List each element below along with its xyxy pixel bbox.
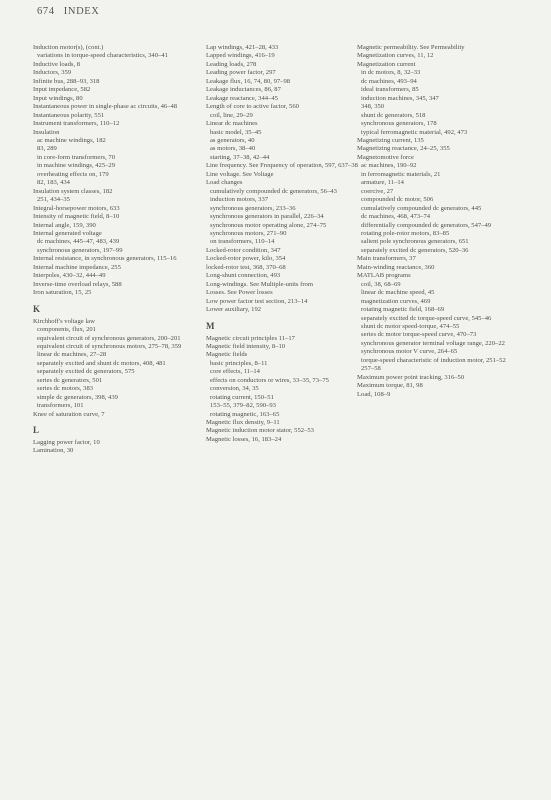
index-subentry: armature, 11–14 <box>361 179 404 187</box>
index-entry: Load, 108–9 <box>357 390 391 398</box>
index-subentry: rotating magnetic, 163–65 <box>210 410 280 418</box>
index-subentry: in machine windings, 425–29 <box>37 162 116 170</box>
index-subentry: linear dc machines, 27–28 <box>37 351 107 359</box>
index-entry: Maximum torque, 81, 98 <box>357 382 423 390</box>
index-subentry: series dc motors, 383 <box>37 385 94 393</box>
index-entry: Interpoles, 430–32, 444–49 <box>33 272 106 280</box>
index-entry: Magnetomotive force <box>357 153 414 161</box>
index-entry: Instrument transformers, 110–12 <box>33 120 120 128</box>
index-entry: Main transformers, 37 <box>357 255 416 263</box>
index-entry: Magnetic losses, 16, 183–24 <box>206 435 282 443</box>
index-entry: Linear dc machines <box>206 120 258 128</box>
index-subentry: cumulatively compounded dc generators, 445 <box>361 204 482 212</box>
index-entry: Internal resistance, in synchronous generators, 115–16 <box>33 255 177 263</box>
index-subentry: shunt dc generators, 518 <box>361 111 426 119</box>
page-header <box>37 6 99 17</box>
index-subentry: induction motors, 337 <box>210 196 269 204</box>
index-entry: Losses. See Power losses <box>206 289 273 297</box>
index-subentry: synchronous motor V curve, 264–65 <box>361 348 458 356</box>
index-entry: Magnetic circuit principles 11–17 <box>206 334 295 342</box>
index-subentry: dc machines, 468, 473–74 <box>361 213 431 221</box>
index-entry: Low power factor test section, 213–14 <box>206 297 308 305</box>
index-subentry: synchronous generators, 197–99 <box>37 246 123 254</box>
index-entry: Induction motor(s), (cont.) <box>33 44 104 51</box>
index-subentry: compounded dc motor, 506 <box>361 196 434 204</box>
index-entry: Magnetic flux density, 9–11 <box>206 419 280 427</box>
index-entry: Inductive loads, 8 <box>33 60 81 68</box>
index-subentry: shunt dc motor speed-torque, 474–55 <box>361 322 460 330</box>
index-entry: Knee of saturation curve, 7 <box>33 410 105 418</box>
index-subentry: simple dc generators, 398, 439 <box>37 393 118 401</box>
index-subentry: synchronous motor operating alone, 274–75 <box>210 221 327 229</box>
index-subentry: equivalent circuit of synchronous generators, 200–201 <box>37 334 181 342</box>
index-entry: Leading power factor, 297 <box>206 69 276 77</box>
index-subentry: separately excited dc torque-speed curve, 545–46 <box>361 314 492 322</box>
index-subentry: starting, 37–38, 42–44 <box>210 153 270 161</box>
index-subentry: synchronous motors, 271–90 <box>210 229 287 237</box>
index-subentry: dc machines, 493–94 <box>361 77 417 85</box>
index-subentry: variations in torque-speed characteristics, 340–41 <box>37 52 168 60</box>
index-entry: Lagging power factor, 10 <box>33 439 100 447</box>
index-subentry: dc machines, 445–47, 483, 439 <box>37 238 120 246</box>
index-entry: Length of core to active factor, 560 <box>206 103 299 111</box>
index-subentry: rotating pole-rotor motors, 83–85 <box>361 229 450 237</box>
index-subentry: cumulatively compounded dc generators, 56–43 <box>210 187 337 195</box>
index-entry: Internal angle, 159, 390 <box>33 221 96 229</box>
index-entry: Internal machine impedance, 255 <box>33 263 121 271</box>
index-subentry: synchronous generators, 178 <box>361 120 437 128</box>
index-section-letter: M <box>206 320 215 331</box>
index-entry: Internal generated voltage <box>33 229 102 237</box>
index-subentry: equivalent circuit of synchronous motors, 275–78, 359 <box>37 342 182 350</box>
index-subentry: synchronous generators, 233–36 <box>210 204 296 212</box>
index-section-letter: K <box>33 303 41 314</box>
index-section-letter: L <box>33 425 40 436</box>
index-subentry: typical ferromagnetic material, 492, 473 <box>361 128 468 136</box>
index-entry: Line frequency. See Frequency of operation, 597, 637–38 <box>206 162 358 170</box>
index-subentry: core effects, 11–14 <box>210 368 260 376</box>
index-subentry: 348, 350 <box>361 103 385 111</box>
index-subentry: separately excited and shunt dc motors, 408, 481 <box>37 359 166 367</box>
index-subentry: on transformers, 110–14 <box>210 238 275 246</box>
index-subentry: 153–55, 379–82, 590–93 <box>210 402 276 410</box>
index-entry: Instantaneous polarity, 551 <box>33 111 105 119</box>
index-entry: Lapped windings, 416–19 <box>206 52 275 60</box>
index-entry: Inductors, 359 <box>33 69 72 77</box>
index-subentry: separately excited dc generators, 575 <box>37 368 135 376</box>
index-entry: Magnetic fields <box>206 351 248 359</box>
index-entry: Long-windings. See Multiple-units from <box>206 280 313 288</box>
index-subentry: torque-speed characteristic of induction motor, 251–52 <box>361 356 506 364</box>
index-entry: Lap windings, 421–28, 433 <box>206 44 279 51</box>
index-subentry: 82, 183, 434 <box>37 179 70 187</box>
index-entry: Lamination, 30 <box>33 447 74 455</box>
index-entry: Infinite bus, 288–93, 318 <box>33 77 100 85</box>
index-subentry: coercive, 27 <box>361 187 394 195</box>
index-entry: Main-winding reactance, 360 <box>357 263 435 271</box>
index-subentry: rotating current, 150–51 <box>210 393 274 401</box>
index-entry: Magnetic field intensity, 8–10 <box>206 342 286 350</box>
index-subentry: basic model, 35–45 <box>210 128 262 136</box>
index-entry: Load changes <box>206 179 243 187</box>
index-entry: Leakage reactance, 344–45 <box>206 94 278 102</box>
index-entry: Magnetic induction motor stator, 552–53 <box>206 427 314 435</box>
index-entry: Insulation system classes, 182 <box>33 187 113 195</box>
index-entry: Magnetic permeability. See Permeability <box>357 44 465 51</box>
index-subentry: rotating magnetic field, 168–69 <box>361 306 445 314</box>
index-subentry: salient pole synchronous generators, 651 <box>361 238 469 246</box>
index-entry: Inverse-time overload relays, 588 <box>33 280 122 288</box>
index-subentry: ideal transformers, 85 <box>361 86 419 94</box>
index-entry: Locked-rotor power, kilo, 354 <box>206 255 286 263</box>
index-subentry: components, flux, 201 <box>37 326 96 334</box>
index-subentry: series dc generators, 501 <box>37 376 103 384</box>
index-subentry: coil, line, 29–29 <box>210 111 253 119</box>
index-entry: Instantaneous power in single-phase ac circuits, 46–48 <box>33 103 178 111</box>
index-entry: Leakage flux, 16, 74, 80, 97–98 <box>206 77 291 85</box>
index-entry: Input windings, 80 <box>33 94 83 102</box>
index-column-3 <box>357 44 513 399</box>
index-subentry: synchronous generator terminal voltage range, 220–22 <box>361 339 505 347</box>
index-subentry: 83, 289 <box>37 145 57 153</box>
index-subentry: overheating effects on, 179 <box>37 170 109 178</box>
index-subentry: synchronous generators in parallel, 226–34 <box>210 213 324 221</box>
index-entry: Magnetization curves, 11, 12 <box>357 52 434 60</box>
index-entry: Integral-horsepower motors, 633 <box>33 204 120 212</box>
index-entry: Leakage inductances, 86, 87 <box>206 86 281 94</box>
index-subentry: coil, 38, 68–69 <box>361 280 401 288</box>
index-subentry: basic principles, 8–11 <box>210 359 268 367</box>
index-entry: Lower auxiliary, 192 <box>206 306 262 314</box>
index-entry: locked-rotor test, 368, 370–68 <box>206 263 286 271</box>
index-subentry: separately excited dc generators, 520–36 <box>361 246 469 254</box>
index-subentry: in ferromagnetic materials, 21 <box>361 170 441 178</box>
index-subentry: conversion, 34, 35 <box>210 385 259 393</box>
index-entry: MATLAB programs <box>357 272 411 280</box>
index-entry: Insulation <box>33 128 60 136</box>
index-column-2 <box>206 44 362 444</box>
page-number: 674 <box>37 6 55 17</box>
index-subentry: transformers, 101 <box>37 402 84 410</box>
index-subentry: as motors, 38–40 <box>210 145 256 153</box>
index-subentry: in dc motors, 8, 32–33 <box>361 69 421 77</box>
index-subentry: 251, 434–35 <box>37 196 70 204</box>
index-subentry: differentially compounded dc generators, 547–49 <box>361 221 492 229</box>
index-subentry: as generators, 40 <box>210 136 255 144</box>
index-subentry: ac machines, 190–92 <box>361 162 417 170</box>
index-column-1 <box>33 44 189 456</box>
index-subentry: 257–58 <box>361 365 381 373</box>
index-entry: Leading loads, 278 <box>206 60 257 68</box>
index-entry: Magnetizing reactance, 24–25, 355 <box>357 145 450 153</box>
index-entry: Iron saturation, 15, 25 <box>33 289 92 297</box>
index-entry: Line voltage. See Voltage <box>206 170 274 178</box>
index-entry: Intensity of magnetic field, 8–10 <box>33 213 120 221</box>
index-subentry: in core-form transformers, 70 <box>37 153 115 161</box>
index-subentry: series dc motor torque-speed curve, 470–73 <box>361 331 477 339</box>
index-entry: Magnetization current <box>357 60 416 68</box>
running-title: INDEX <box>63 6 100 17</box>
index-entry: Long-shunt connection, 493 <box>206 272 281 280</box>
index-subentry: linear dc machine speed, 45 <box>361 289 435 297</box>
index-subentry: induction machines, 345, 347 <box>361 94 439 102</box>
index-subentry: effects on conductors or wires, 33–35, 73–75 <box>210 376 329 384</box>
index-subentry: magnetization curves, 469 <box>361 297 431 305</box>
index-entry: Locked-rotor condition, 347 <box>206 246 281 254</box>
index-subentry: ac machine windings, 182 <box>37 136 106 144</box>
index-entry: Maximum power point tracking, 316–50 <box>357 373 465 381</box>
index-entry: Kirchhoff's voltage law <box>33 317 95 325</box>
index-entry: Magnetizing current, 135 <box>357 136 424 144</box>
index-entry: Input impedance, 582 <box>33 86 91 94</box>
